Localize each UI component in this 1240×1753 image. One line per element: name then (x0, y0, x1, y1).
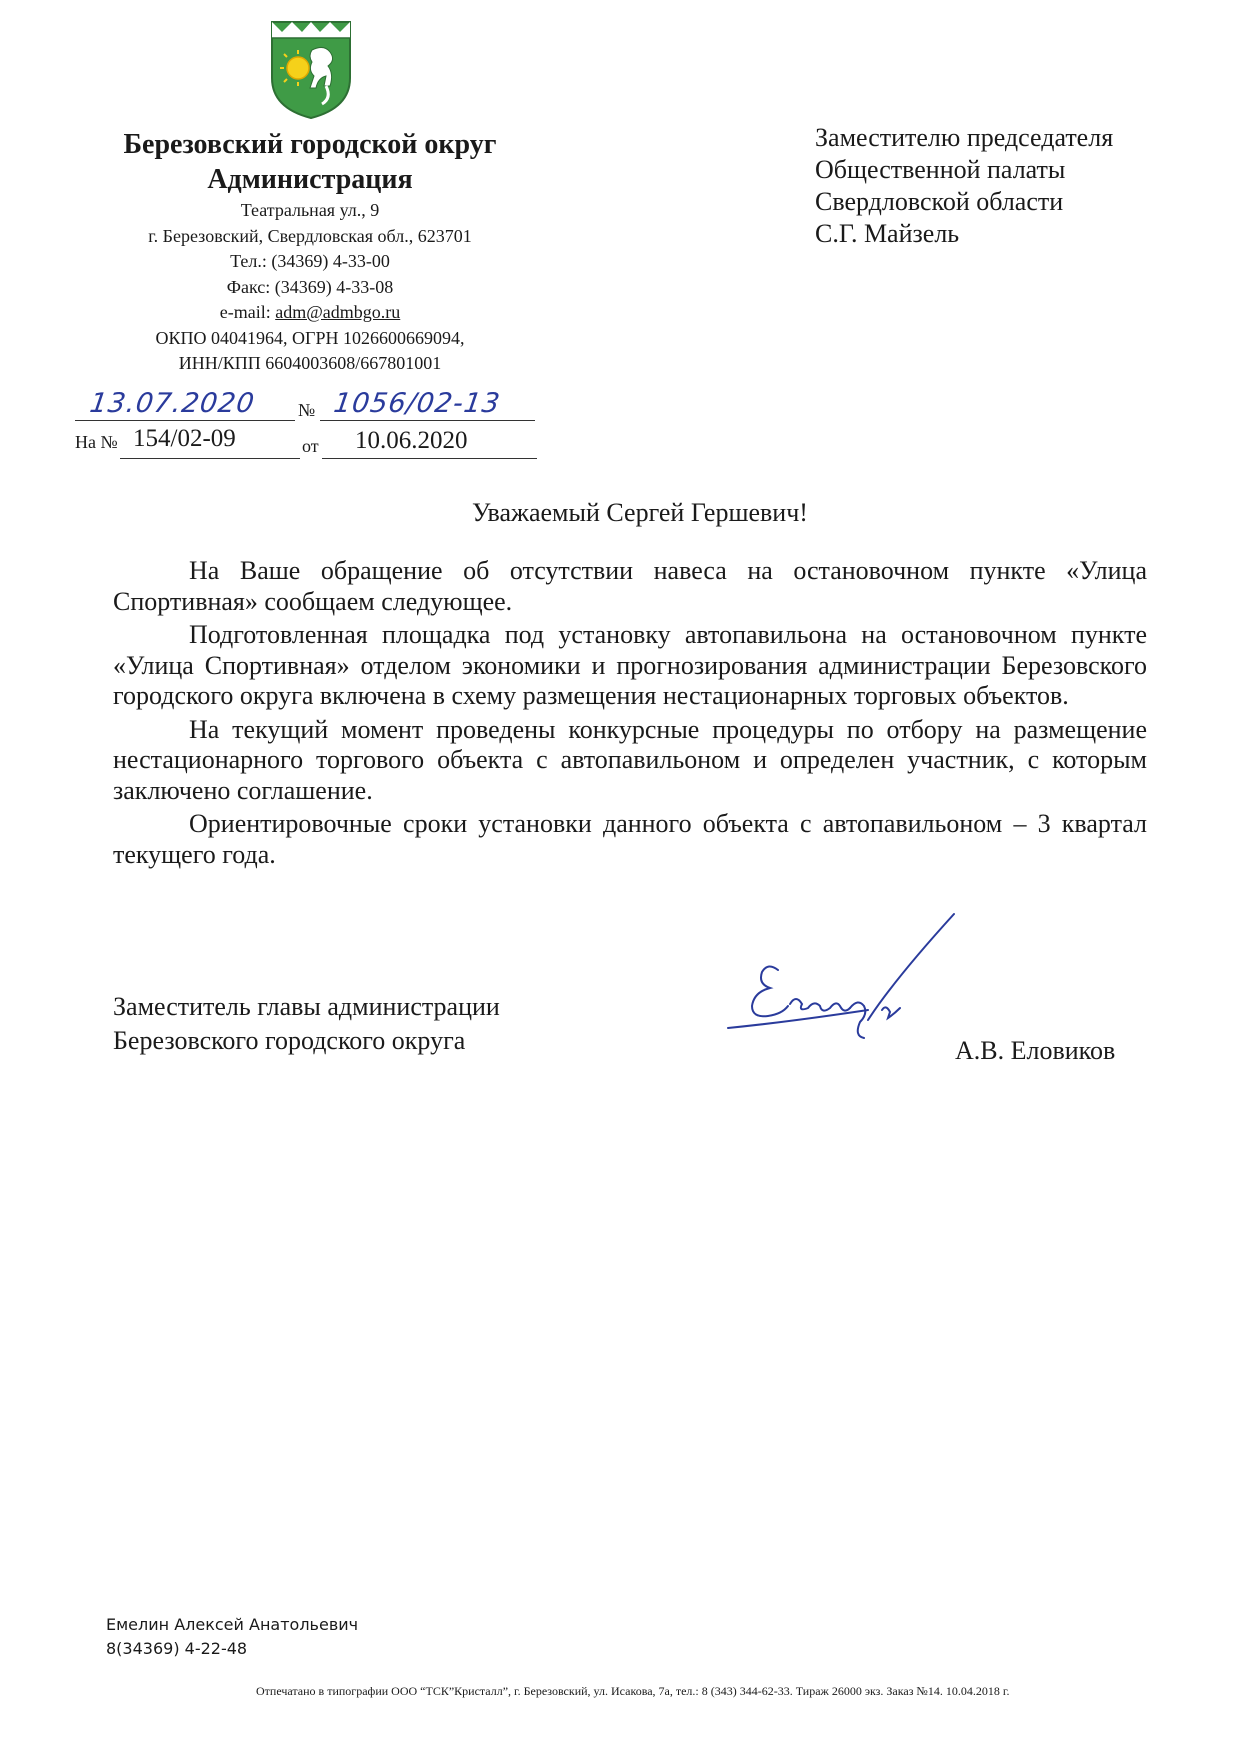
body-paragraph: Ориентировочные сроки установки данного объекта с автопавильоном – 3 квартал текущего года. (113, 809, 1147, 869)
outgoing-number: 1056/02-13 (331, 388, 503, 419)
sender-block (95, 128, 525, 377)
sender-org-unit: Администрация (207, 164, 413, 195)
in-reply-number-underline (120, 458, 300, 459)
sender-phone: Тел.: (34369) 4-33-00 (230, 251, 390, 271)
executor-block (106, 1613, 358, 1661)
in-reply-date-underline (322, 458, 537, 459)
coat-of-arms-icon (268, 16, 354, 120)
printer-note: Отпечатано в типографии ООО “ТСК”Кристалл”, г. Березовский, ул. Исакова, 7а, тел.: 8 (343) 344-62-33. Тираж 26000 экз. Заказ №14. 10.04.2018 г. (256, 1684, 1010, 1698)
outgoing-date-underline (75, 420, 295, 421)
addressee-line: Свердловской области (815, 187, 1064, 216)
sender-street: Театральная ул., 9 (240, 200, 380, 220)
email-label: e-mail: (219, 302, 276, 322)
greeting: Уважаемый Сергей Гершевич! (472, 498, 808, 527)
addressee-line: С.Г. Майзель (815, 219, 960, 248)
sender-okpo-ogrn: ОКПО 04041964, ОГРН 1026600669094, (155, 327, 465, 348)
addressee-line: Общественной палаты (815, 155, 1066, 184)
outgoing-date: 13.07.2020 (87, 388, 257, 419)
position-line: Березовского городского округа (113, 1026, 466, 1055)
in-reply-date: 10.06.2020 (355, 427, 468, 454)
from-label: от (302, 436, 319, 456)
addressee-line: Заместителю председателя (815, 123, 1114, 152)
sender-city: г. Березовский, Свердловская обл., 623701 (148, 225, 472, 246)
sender-email (95, 300, 525, 326)
executor-phone: 8(34369) 4-22-48 (106, 1639, 248, 1658)
in-reply-number: 154/02-09 (133, 425, 236, 452)
addressee-block (815, 122, 1215, 250)
signatory-position (113, 990, 500, 1058)
executor-name: Емелин Алексей Анатольевич (106, 1615, 359, 1634)
sender-inn-kpp: ИНН/КПП 6604003608/667801001 (178, 353, 442, 373)
sender-org-name: Березовский городской округ (123, 129, 497, 160)
position-line: Заместитель главы администрации (113, 992, 500, 1021)
sender-fax: Факс: (34369) 4-33-08 (226, 276, 394, 297)
number-label: № (298, 400, 316, 420)
handwritten-signature (718, 910, 958, 1060)
body-paragraph: Подготовленная площадка под установку автопавильона на остановочном пункте «Улица Спортивная» отделом экономики и прогнозирования администрации Березовского городского округа включена в схему размещения нестационарных торговых объектов. (113, 620, 1147, 710)
outgoing-number-underline (320, 420, 535, 421)
body-paragraph: На Ваше обращение об отсутствии навеса на остановочном пункте «Улица Спортивная» сообщаем следующее. (113, 556, 1147, 616)
in-reply-label: На № (75, 432, 118, 452)
letter-body (113, 556, 1147, 873)
body-paragraph: На текущий момент проведены конкурсные процедуры по отбору на размещение нестационарного торгового объекта с автопавильоном и определен участник, с которым заключено соглашение. (113, 714, 1147, 805)
signatory-name: А.В. Еловиков (955, 1036, 1116, 1065)
email-link[interactable]: adm@admbgo.ru (275, 302, 401, 322)
